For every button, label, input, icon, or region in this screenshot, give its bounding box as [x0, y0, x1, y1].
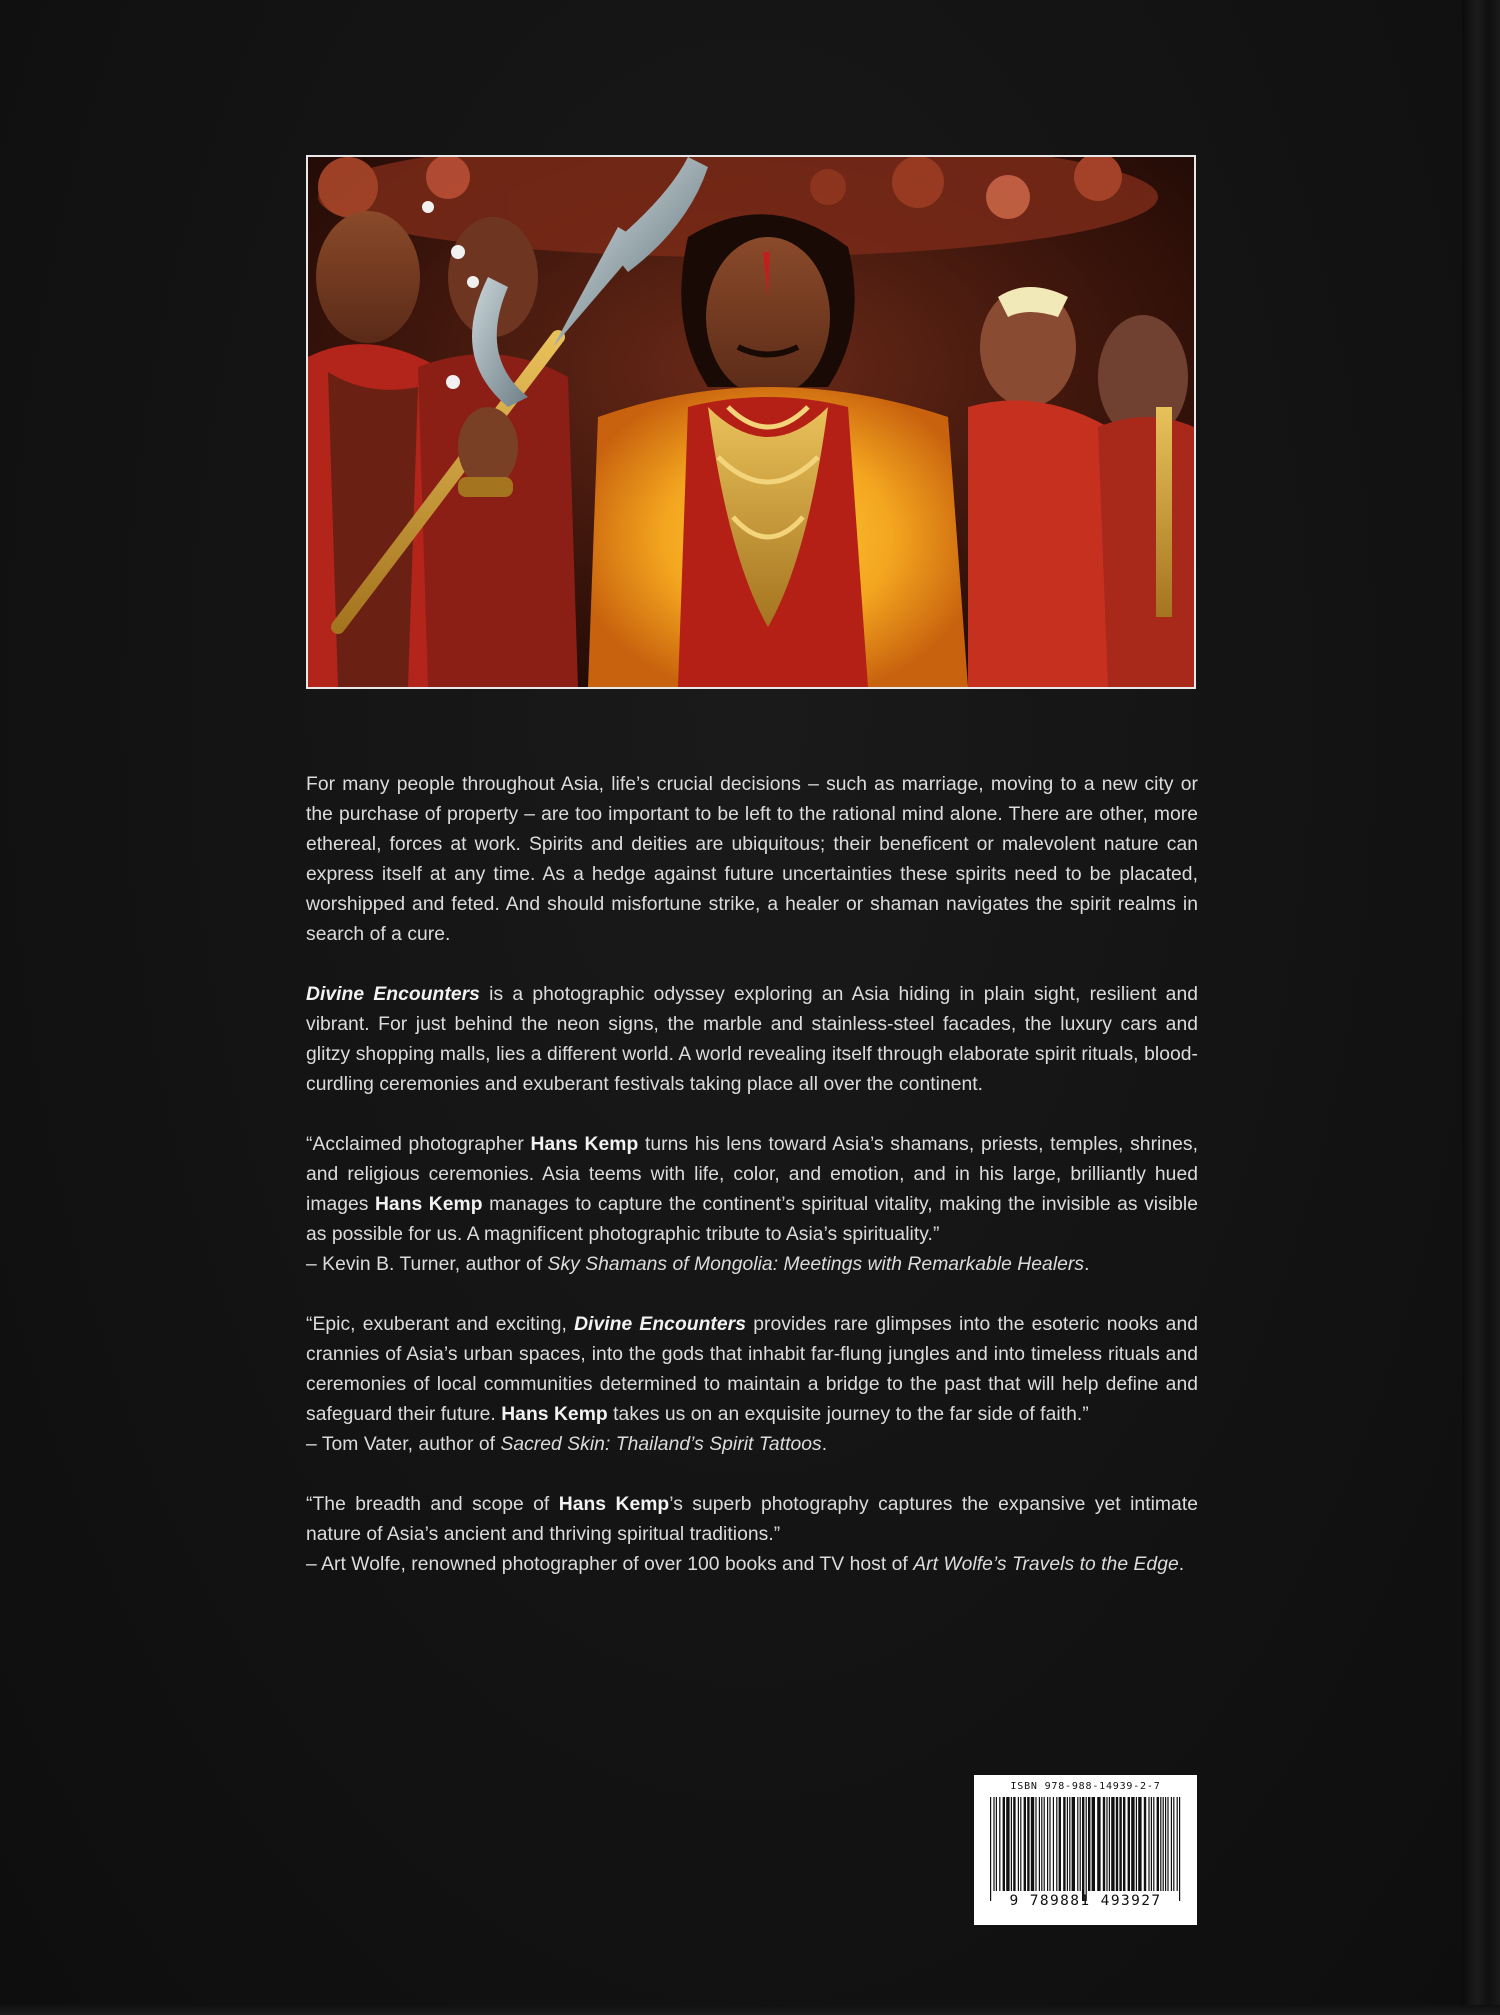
quote-text: “Acclaimed photographer	[306, 1134, 531, 1155]
author-name: Hans Kemp	[501, 1404, 608, 1425]
barcode-bar	[1157, 1797, 1159, 1891]
isbn-label: ISBN 978-988-14939-2-7	[1010, 1781, 1161, 1792]
barcode-bar	[1177, 1797, 1178, 1891]
barcode-bar	[1123, 1797, 1125, 1891]
barcode-bar	[1006, 1797, 1009, 1891]
description-text: is a photographic odyssey exploring an Asia hiding in plain sight, resilient and vibrant. For just behind the neon signs, the marble and stainless-steel facades, the luxury cars and glitzy shopping malls, lies a different world. A world revealing itself through elaborate spirit rituals, blood-curdling ceremonies and exuberant festivals taking place all over the continent.	[306, 984, 1199, 1095]
quote-text: takes us on an exquisite journey to the far side of faith.”	[607, 1404, 1089, 1425]
barcode-bar	[1165, 1797, 1166, 1891]
barcode-bar	[1092, 1797, 1095, 1891]
barcode-bar	[1116, 1797, 1118, 1891]
barcode-bar	[1106, 1797, 1107, 1891]
barcode-bar	[990, 1797, 991, 1901]
barcode-digits: 9 789881 493927	[1009, 1893, 1162, 1909]
attribution-end: .	[1084, 1254, 1090, 1275]
quote-text: “Epic, exuberant and exciting,	[306, 1314, 575, 1335]
barcode-bars	[984, 1797, 1187, 1901]
barcode-bar	[1082, 1797, 1084, 1901]
barcode-bar	[1067, 1797, 1068, 1891]
intro-text: For many people throughout Asia, life’s crucial decisions – such as marriage, moving to a new city or the purchase of property – are too important to be left to the rational mind alone. There are other, more ethereal, forces at work. Spirits and deities are ubiquitous; their beneficent or malevolent nature can express itself at any time. As a hedge against future uncertainties these spirits need to be placated, worshipped and feted. And should misfortune strike, a healer or shaman navigates the spirit realms in search of a cure.	[306, 774, 1198, 945]
barcode-bar	[999, 1797, 1000, 1891]
barcode-bar	[1063, 1797, 1065, 1891]
quote-attribution	[306, 1550, 1198, 1580]
barcode-bar	[1131, 1797, 1134, 1891]
description-paragraph	[306, 980, 1198, 1100]
barcode-bar	[1072, 1797, 1075, 1891]
barcode-bar	[1179, 1797, 1180, 1901]
barcode-bar	[1077, 1797, 1078, 1891]
barcode-bar	[1031, 1797, 1034, 1891]
book-title: Divine Encounters	[574, 1314, 747, 1335]
quote-vater	[306, 1310, 1198, 1460]
quote-text: provides rare glimpses into the esoteric nooks and crannies of Asia’s urban spaces, into the gods that inhabit far-flung jungles and into timeless rituals and ceremonies of local communities determined to maintain a bridge to the past that will help define and safeguard their future.	[306, 1314, 1198, 1425]
procession-photo	[306, 155, 1196, 689]
barcode-bar	[1151, 1797, 1152, 1891]
author-name: Hans Kemp	[530, 1134, 639, 1155]
barcode-bar	[1003, 1797, 1005, 1891]
barcode-bar	[1056, 1797, 1057, 1891]
attribution-text: – Tom Vater, author of	[306, 1434, 501, 1455]
barcode-bar	[1109, 1797, 1110, 1891]
quote-turner	[306, 1130, 1198, 1280]
barcode-bar	[1047, 1797, 1048, 1891]
barcode-bar	[1049, 1797, 1050, 1891]
barcode-bar	[1035, 1797, 1036, 1891]
barcode-bar	[1059, 1797, 1061, 1891]
barcode-bar	[1138, 1797, 1141, 1891]
back-cover-text	[306, 770, 1198, 1610]
barcode-bar	[1069, 1797, 1070, 1891]
quote-text: ’s superb photography captures the expansive yet intimate nature of Asia’s ancient and thriving spiritual traditions.”	[306, 1494, 1199, 1545]
cited-book-title: Sacred Skin: Thailand’s Spirit Tattoos	[500, 1434, 822, 1455]
barcode-bar	[1097, 1797, 1100, 1891]
barcode-bar	[1013, 1797, 1015, 1891]
barcode-bar	[1024, 1797, 1026, 1891]
intro-paragraph	[306, 770, 1198, 950]
barcode-bar	[1053, 1797, 1054, 1891]
barcode-bar	[1173, 1797, 1174, 1891]
attribution-end: .	[821, 1434, 828, 1455]
barcode-bar	[1153, 1797, 1154, 1891]
barcode-bar	[1119, 1797, 1121, 1891]
barcode-bar	[1171, 1797, 1172, 1891]
barcode-bar	[1103, 1797, 1105, 1891]
barcode-bar	[1148, 1797, 1149, 1891]
barcode-bar	[1044, 1797, 1045, 1891]
cited-book-title: Art Wolfe’s Travels to the Edge	[913, 1554, 1179, 1575]
barcode-bar	[1027, 1797, 1029, 1891]
quote-text: “The breadth and scope of	[306, 1494, 559, 1515]
quote-attribution	[306, 1430, 1198, 1460]
barcode-bar	[996, 1797, 997, 1891]
barcode-bar	[1163, 1797, 1164, 1891]
attribution-text: – Art Wolfe, renowned photographer of over 100 books and TV host of	[306, 1554, 914, 1575]
barcode-bar	[1039, 1797, 1040, 1891]
quote-attribution	[306, 1250, 1198, 1280]
author-name: Hans Kemp	[558, 1494, 670, 1515]
attribution-text: – Kevin B. Turner, author of	[306, 1254, 548, 1275]
barcode-bar	[1111, 1797, 1114, 1891]
barcode-bar	[1020, 1797, 1021, 1891]
book-title: Divine Encounters	[306, 984, 480, 1005]
barcode-bar	[1011, 1797, 1012, 1891]
barcode-bar	[1018, 1797, 1019, 1891]
barcode-bar	[1080, 1797, 1081, 1891]
barcode-bar	[1160, 1797, 1161, 1891]
cover-bottom-edge	[0, 2005, 1500, 2015]
attribution-end: .	[1178, 1554, 1185, 1575]
quote-wolfe	[306, 1490, 1198, 1580]
barcode-bar	[1167, 1797, 1168, 1891]
barcode-bar	[993, 1797, 994, 1891]
cover-spine-edge	[1462, 0, 1500, 2015]
cited-book-title: Sky Shamans of Mongolia: Meetings with Remarkable Healers	[547, 1254, 1085, 1275]
quote-text: turns his lens toward Asia’s shamans, priests, temples, shrines, and religious ceremonies. Asia teems with life, color, and emotion, and in his large, brilliantly hued images	[306, 1134, 1199, 1215]
isbn-barcode	[974, 1775, 1197, 1925]
barcode-bar	[1136, 1797, 1137, 1891]
quote-text: manages to capture the continent’s spiritual vitality, making the invisible as visible as possible for us. A magnificent photographic tribute to Asia’s spirituality.”	[306, 1194, 1198, 1245]
barcode-bar	[1041, 1797, 1042, 1891]
barcode-bar	[1128, 1797, 1130, 1891]
barcode-bar	[1144, 1797, 1146, 1891]
author-name: Hans Kemp	[374, 1194, 483, 1215]
barcode-bar	[1086, 1797, 1087, 1901]
barcode-bar	[1088, 1797, 1090, 1891]
